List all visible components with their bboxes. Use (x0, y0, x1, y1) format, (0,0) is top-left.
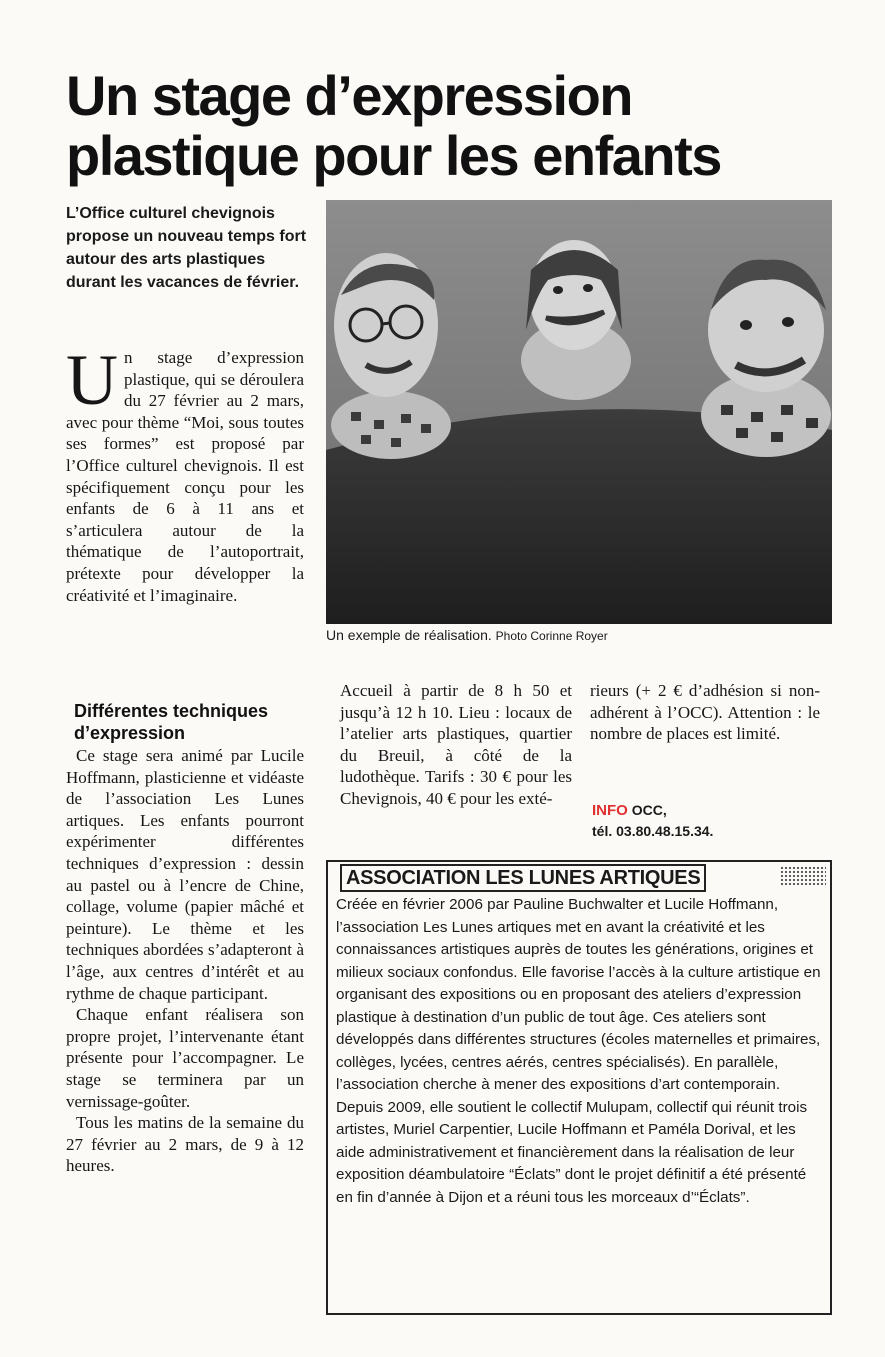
info-tag: INFO (592, 802, 628, 819)
info-org: OCC, (631, 802, 667, 818)
intro-paragraph (66, 340, 304, 606)
box-title-dot-pattern (780, 866, 826, 886)
intro-text: n stage d’expression plastique, qui se déroulera du 27 février au 2 mars, avec pour thème “Moi, sous toutes ses formes” est proposé par l’Office culturel chevignois. Il est spécifiquement conçu pour les enfants de 6 à 11 ans et s’articulera autour de la thématique de l’autoportrait, prétexte pour développer la créativité et l’imaginaire. (66, 348, 304, 605)
photo-credit: Photo Corinne Royer (495, 629, 608, 643)
headline-line-1: Un stage d’expression (66, 63, 633, 127)
headline-line-2: plastique pour les enfants (66, 123, 721, 187)
article-photo (326, 200, 832, 624)
info-block (592, 800, 822, 841)
photo-caption (326, 626, 832, 645)
headline (66, 63, 826, 187)
info-phone: tél. 03.80.48.15.34. (592, 823, 714, 839)
column-1-text (66, 745, 304, 1177)
column-3-text: rieurs (+ 2 € d’adhésion si non-adhérent à l’OCC). Attention : le nombre de places est limité. (590, 681, 820, 744)
clay-heads-image (326, 200, 832, 624)
box-text: Créée en février 2006 par Pauline Buchwalter et Lucile Hoffmann, l’association Les Lunes artiques met en avant la créativité et les connaissances artistiques auprès de toutes les générations, origines et milieux sociaux confondus. Elle favorise l’accès à la culture artistique en organisant des expositions ou en proposant des ateliers d’expression plastique à destination d’un public de tout âge. Ces ateliers sont développés dans différentes structures (écoles maternelles et primaires, collèges, lycées, centres aérés, centres spécialisés). En parallèle, l’association cherche à mener des expositions d’art contemporain. Depuis 2009, elle soutient le collectif Mulupam, collectif qui réunit trois artistes, Muriel Carpentier, Lucile Hoffmann et Paméla Dorival, et les aide administrativement et financièrement dans la réalisation de leur exposition déambulatoire “Éclats” dont le projet définitif a été présenté en fin d’année à Dijon et a réuni tous les morceaux d’“Éclats”. (336, 896, 821, 1206)
drop-cap: U (66, 340, 118, 420)
paragraph: Ce stage sera animé par Lucile Hoffmann, plasticienne et vidéaste de l’association Les Lunes artiques. Les enfants pourront expérimenter différentes techniques d’expression : dessin au pastel ou à l’encre de Chine, collage, volume (papier mâché et peinture). Le thème et les techniques abordées s’adapteront à l’âge, aux centres d’intérêt et au rythme de chaque participant. (66, 746, 304, 1003)
section-subheading: Différentes techniques d’expression (74, 701, 269, 743)
column-2-text: Accueil à partir de 8 h 50 et jusqu’à 12 h 10. Lieu : locaux de l’atelier arts plastiques, quartier du Breuil, à côté de la ludothèque. Tarifs : 30 € pour les Chevignois, 40 € pour les exté- (340, 681, 572, 808)
box-title: ASSOCIATION LES LUNES ARTIQUES (340, 864, 706, 892)
lead-paragraph: L’Office culturel chevignois propose un nouveau temps fort autour des arts plastiques durant les vacances de février. (66, 205, 307, 291)
paragraph: Tous les matins de la semaine du 27 février au 2 mars, de 9 à 12 heures. (66, 1113, 304, 1176)
paragraph: Chaque enfant réalisera son propre projet, l’intervenante étant présente pour l’accompagner. Le stage se terminera par un vernissage-goûter. (66, 1005, 304, 1111)
caption-text: Un exemple de réalisation. (326, 627, 492, 643)
